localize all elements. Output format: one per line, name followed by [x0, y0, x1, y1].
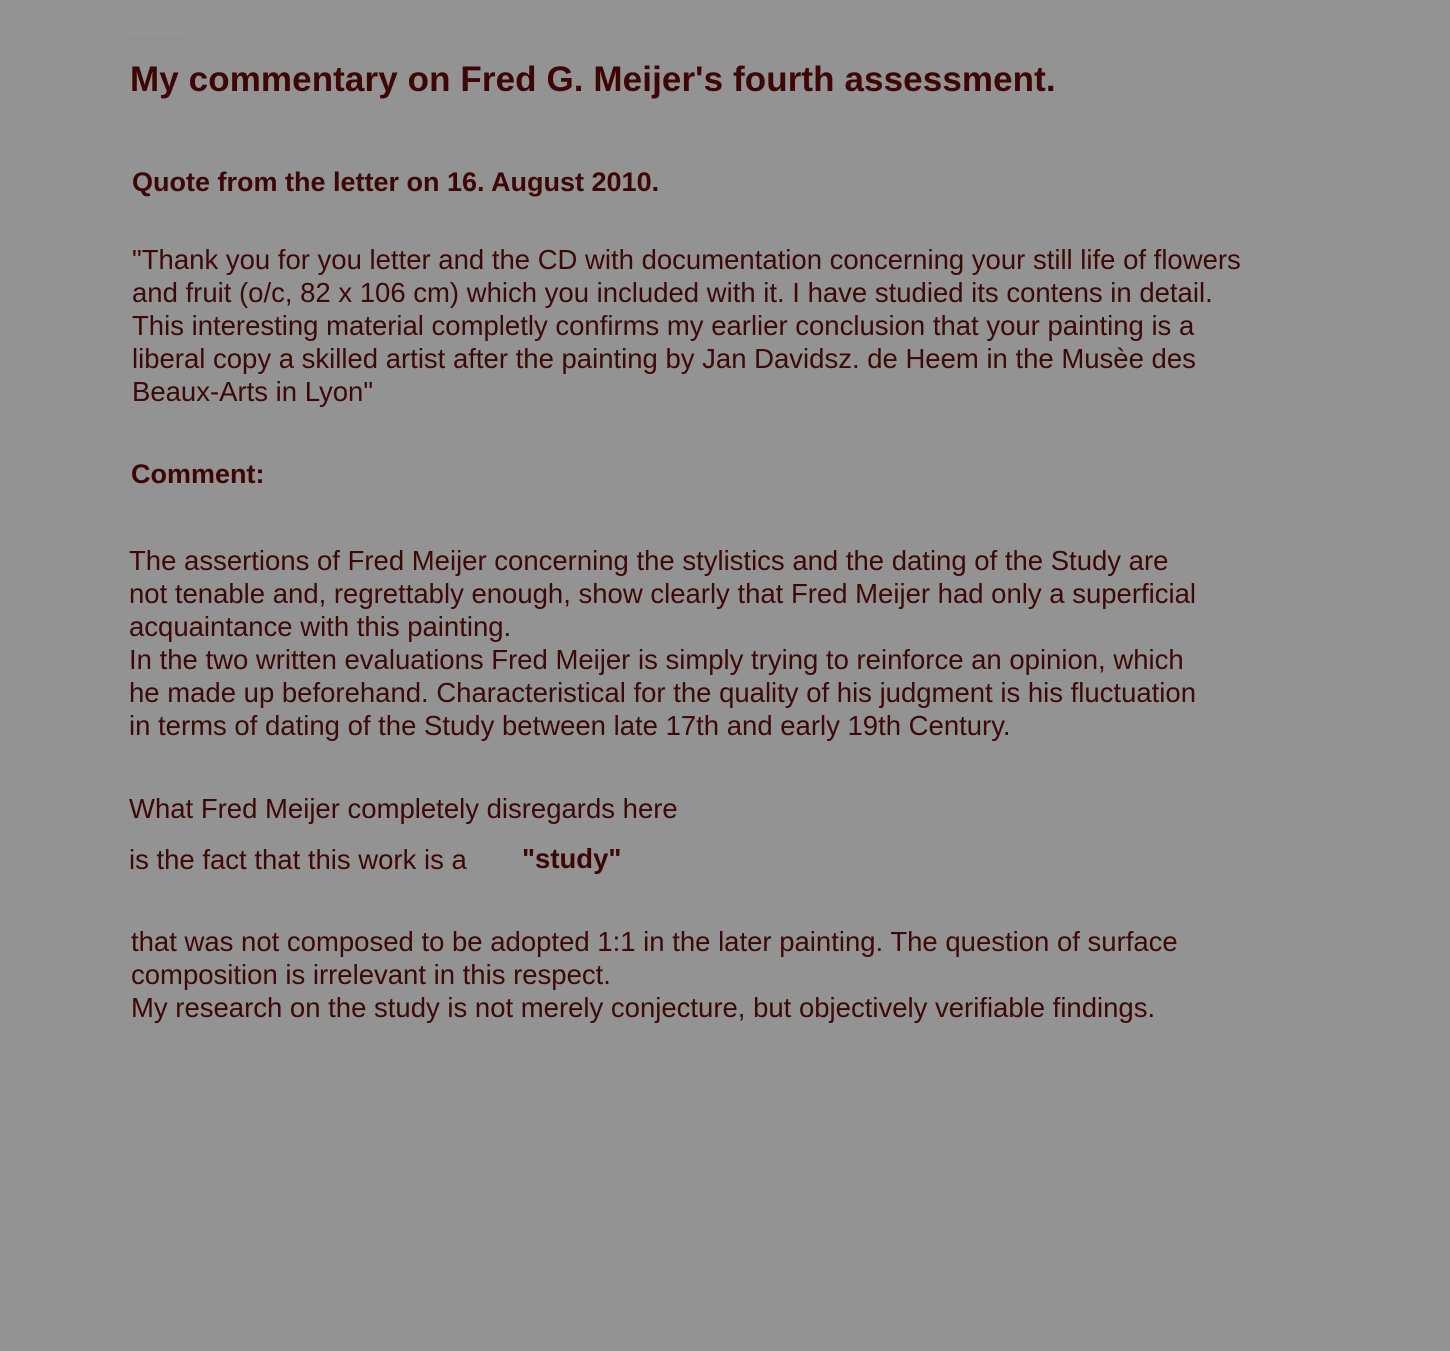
- fact-line: is the fact that this work is a: [129, 844, 467, 875]
- quote-paragraph: "Thank you for you letter and the CD with documentation concerning your still life of flowers and fruit (o/c, 82 x 106 cm) which you included with it. I have studied its contens in detail. This interesting material completly confirms my earlier conclusion that your painting is a liberal copy a skilled artist after the painting by Jan Davidsz. de Heem in the Musèe des Beaux-Arts in Lyon": [132, 244, 1241, 407]
- study-emphasis: "study": [522, 843, 622, 874]
- disregards-line: What Fred Meijer completely disregards here: [129, 793, 678, 824]
- quote-heading: Quote from the letter on 16. August 2010.: [132, 167, 660, 197]
- quote-divider: [132, 211, 842, 213]
- top-divider: [128, 32, 1138, 34]
- comment-paragraph: The assertions of Fred Meijer concerning the stylistics and the dating of the Study are not tenable and, regrettably enough, show clearly that Fred Meijer had only a superficial acquaintance with this painting. In the two written evaluations Fred Meijer is simply trying to reinforce an opinion, which he made up beforehand. Characteristical for the quality of his judgment is his fluctuation in terms of dating of the Study between late 17th and early 19th Century.: [129, 545, 1197, 741]
- comment-label: Comment:: [131, 459, 265, 489]
- page-title: My commentary on Fred G. Meijer's fourth assessment.: [130, 60, 1056, 99]
- closing-paragraph: that was not composed to be adopted 1:1 in the later painting. The question of surface composition is irrelevant in this respect. My research on the study is not merely conjecture, but objectively verifiable findings.: [131, 926, 1178, 1023]
